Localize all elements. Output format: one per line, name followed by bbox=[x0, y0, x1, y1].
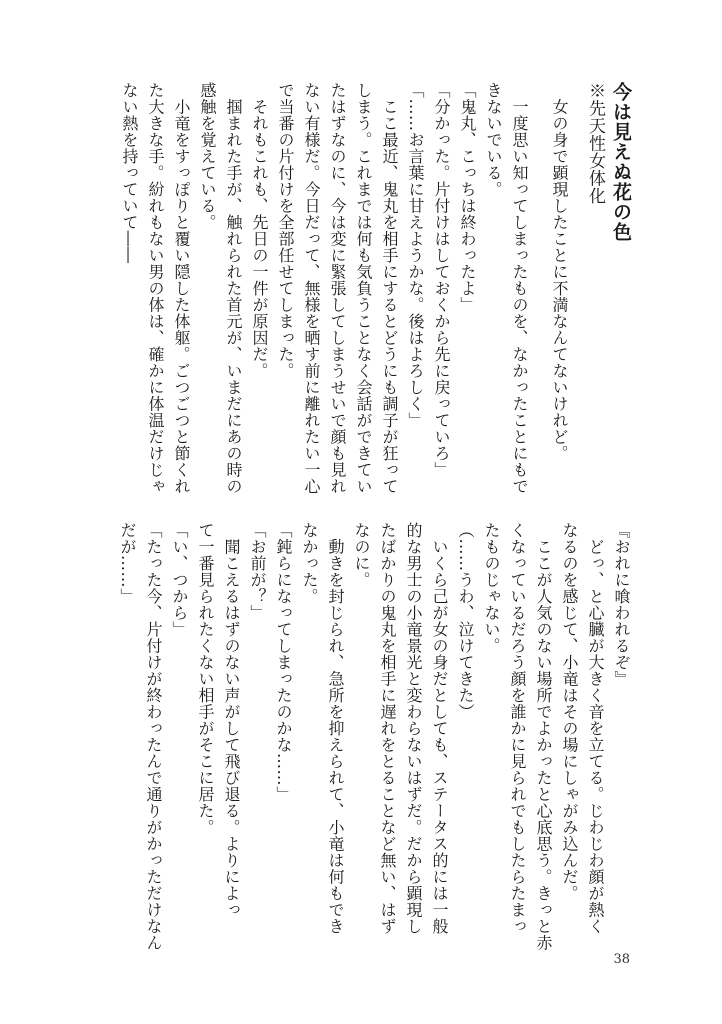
text-line: 「……お言葉に甘えようかな。後はよろしく」 bbox=[406, 82, 425, 429]
text-line: ここが人気のない場所でよかったと心底思う。きっと赤 bbox=[534, 522, 553, 951]
text-line: 小竜をすっぽりと覆い隠した体躯。ごつごつと節くれ bbox=[172, 82, 191, 495]
text-line: なかった。 bbox=[300, 522, 319, 605]
page-number: 38 bbox=[613, 952, 630, 967]
text-line: 「鈍らになってしまったのかな……」 bbox=[274, 522, 293, 803]
text-line: だが……」 bbox=[118, 522, 137, 605]
text-line: どっ、と心臓が大きく音を立てる。じわじわ顔が熱く bbox=[586, 522, 605, 935]
text-line: しまう。これまでは何も気負うことなく会話ができてい bbox=[354, 82, 373, 495]
text-line: た大きな手。紛れもない男の体は、確かに体温だけじゃ bbox=[146, 82, 165, 495]
story-title: 今は見えぬ花の色 bbox=[610, 82, 632, 242]
text-line: 女の身で顕現したことに不満なんてないけれど。 bbox=[550, 82, 569, 462]
text-line: いくら己が女の身だとしても、ステータス的には一般 bbox=[430, 522, 449, 935]
text-line: で当番の片付けを全部任せてしまった。 bbox=[276, 82, 295, 379]
top-text-block bbox=[116, 82, 634, 512]
text-line: （……うわ、泣けてきた） bbox=[456, 522, 475, 720]
text-line: 感触を覚えている。 bbox=[198, 82, 217, 231]
text-line: ない有様だ。今日だって、無様を晒す前に離れたい一心 bbox=[302, 82, 321, 495]
text-line: たものじゃない。 bbox=[482, 522, 501, 654]
text-line: それもこれも、先日の一件が原因だ。 bbox=[250, 82, 269, 379]
text-line: 一度思い知ってしまったものを、なかったことにもで bbox=[510, 82, 529, 495]
text-line: て一番見られたくない相手がそこに居た。 bbox=[196, 522, 215, 836]
bottom-text-block bbox=[114, 522, 634, 952]
story-subtitle: ※先天性女体化 bbox=[585, 82, 605, 205]
text-line: たはずなのに、今は変に緊張してしまうせいで顔も見れ bbox=[328, 82, 347, 495]
text-line: 「鬼丸、こっちは終わったよ」 bbox=[458, 82, 477, 313]
text-line: 聞こえるはずのない声がして飛び退る。よりによっ bbox=[222, 522, 241, 918]
text-line: 「お前が？」 bbox=[248, 522, 267, 621]
text-line: なるのを感じて、小竜はその場にしゃがみ込んだ。 bbox=[560, 522, 579, 902]
text-line: 「分かった。片付けはしておくから先に戻っていろ」 bbox=[432, 82, 451, 478]
text-line: なのに。 bbox=[352, 522, 371, 588]
text-line: 『おれに喰われるぞ』 bbox=[612, 522, 631, 687]
text-line: たばかりの鬼丸を相手に遅れをとることなど無い、はず bbox=[378, 522, 397, 935]
text-line: 的な男士の小竜景光と変わらないはずだ。だから顕現し bbox=[404, 522, 423, 935]
text-line: きないでいる。 bbox=[484, 82, 503, 198]
text-line: くなっているだろう顔を誰かに見られでもしたらたまっ bbox=[508, 522, 527, 935]
text-line: 「い、つから」 bbox=[170, 522, 189, 638]
text-line: 掴まれた手が、触れられた首元が、いまだにあの時の bbox=[224, 82, 243, 495]
text-line: 動きを封じられ、急所を抑えられて、小竜は何もでき bbox=[326, 522, 345, 935]
text-line: ここ最近、鬼丸を相手にするとどうにも調子が狂って bbox=[380, 82, 399, 495]
text-line: ない熱を持っていて―― bbox=[120, 82, 139, 264]
text-line: 「たった今、片付けが終わったんで通りがかっただけなん bbox=[144, 522, 163, 951]
